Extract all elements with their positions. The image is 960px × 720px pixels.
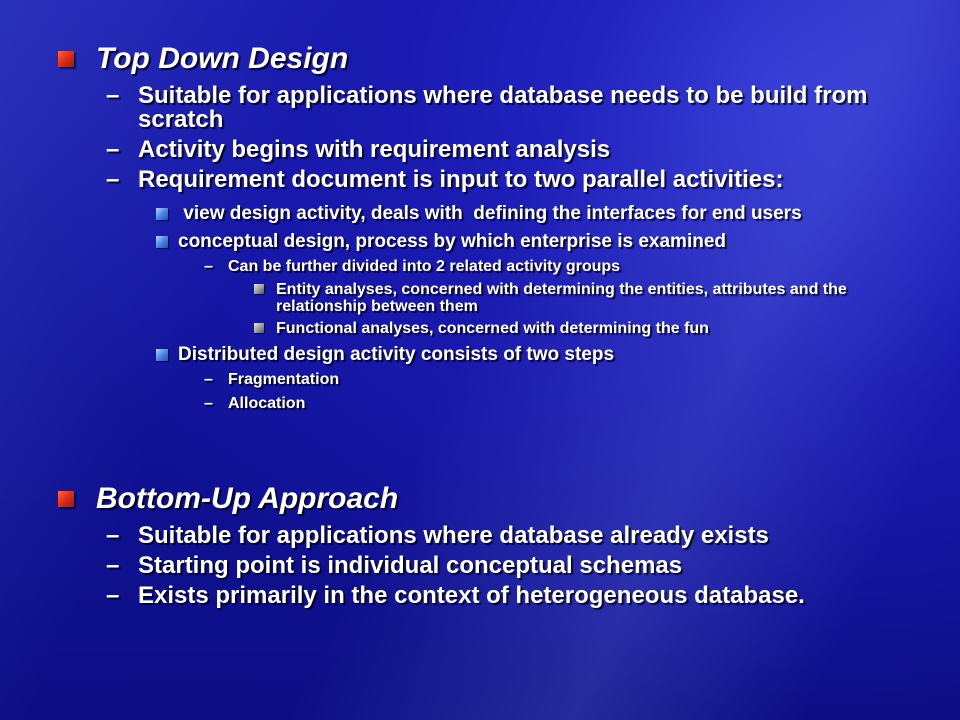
square-bullet-icon bbox=[58, 491, 74, 507]
sub-list-item bbox=[156, 345, 828, 365]
section-heading bbox=[54, 42, 934, 78]
dash-bullet: – bbox=[106, 582, 120, 609]
dash-bullet: – bbox=[106, 166, 120, 193]
list-item-text: Activity begins with requirement analysis bbox=[138, 136, 611, 163]
list-item bbox=[106, 584, 878, 608]
dash-bullet: – bbox=[106, 136, 120, 163]
dash-bullet: – bbox=[106, 522, 120, 549]
list-item-text: Suitable for applications where database needs to be build from scratch bbox=[138, 82, 868, 133]
square-bullet-icon bbox=[156, 208, 168, 220]
deep-list-item-text: Entity analyses, concerned with determining the entities, attributes and the relationship between them bbox=[276, 281, 847, 315]
square-bullet-icon bbox=[156, 236, 168, 248]
list-item bbox=[106, 168, 878, 192]
square-bullet-icon bbox=[58, 51, 74, 67]
section-heading bbox=[54, 482, 934, 518]
dash-bullet: – bbox=[106, 82, 120, 109]
section-bottom-up-approach bbox=[54, 482, 934, 608]
section-title: Bottom-Up Approach bbox=[96, 482, 399, 515]
dash-bullet: – bbox=[204, 395, 213, 412]
deep-list-item-text: Functional analyses, concerned with determining the fun bbox=[276, 320, 709, 337]
dash-bullet: – bbox=[204, 258, 213, 275]
section-title: Top Down Design bbox=[96, 42, 349, 75]
section-top-down-design bbox=[54, 42, 934, 413]
list-item bbox=[106, 84, 878, 132]
square-bullet-icon bbox=[156, 349, 168, 361]
deep-list-item bbox=[254, 281, 916, 315]
list-item-text: Requirement document is input to two parallel activities: bbox=[138, 166, 784, 193]
sub-list-item-text: conceptual design, process by which enterprise is examined bbox=[178, 231, 727, 252]
sub-list-item bbox=[156, 232, 828, 252]
sub-sub-list-item bbox=[204, 395, 788, 413]
sub-sub-list-item bbox=[204, 371, 788, 389]
sub-sub-list-item bbox=[204, 258, 788, 276]
sub-list-item-text: view design activity, deals with defining the interfaces for end users bbox=[178, 203, 802, 224]
sub-sub-list-item-text: Fragmentation bbox=[228, 371, 340, 388]
sub-sub-list-item-text: Allocation bbox=[228, 395, 306, 412]
sub-list-item bbox=[156, 204, 828, 224]
list-item-text: Starting point is individual conceptual schemas bbox=[138, 552, 683, 579]
list-item-text: Exists primarily in the context of heterogeneous database. bbox=[138, 582, 805, 609]
list-item bbox=[106, 138, 878, 162]
sub-sub-list-item-text: Can be further divided into 2 related activity groups bbox=[228, 258, 621, 275]
square-bullet-icon bbox=[254, 323, 264, 333]
list-item-text: Suitable for applications where database already exists bbox=[138, 522, 769, 549]
square-bullet-icon bbox=[254, 284, 264, 294]
dash-bullet: – bbox=[204, 371, 213, 388]
sub-list-item-text: Distributed design activity consists of two steps bbox=[178, 344, 615, 365]
list-item bbox=[106, 554, 878, 578]
dash-bullet: – bbox=[106, 552, 120, 579]
deep-list-item bbox=[254, 320, 916, 337]
list-item bbox=[106, 524, 878, 548]
